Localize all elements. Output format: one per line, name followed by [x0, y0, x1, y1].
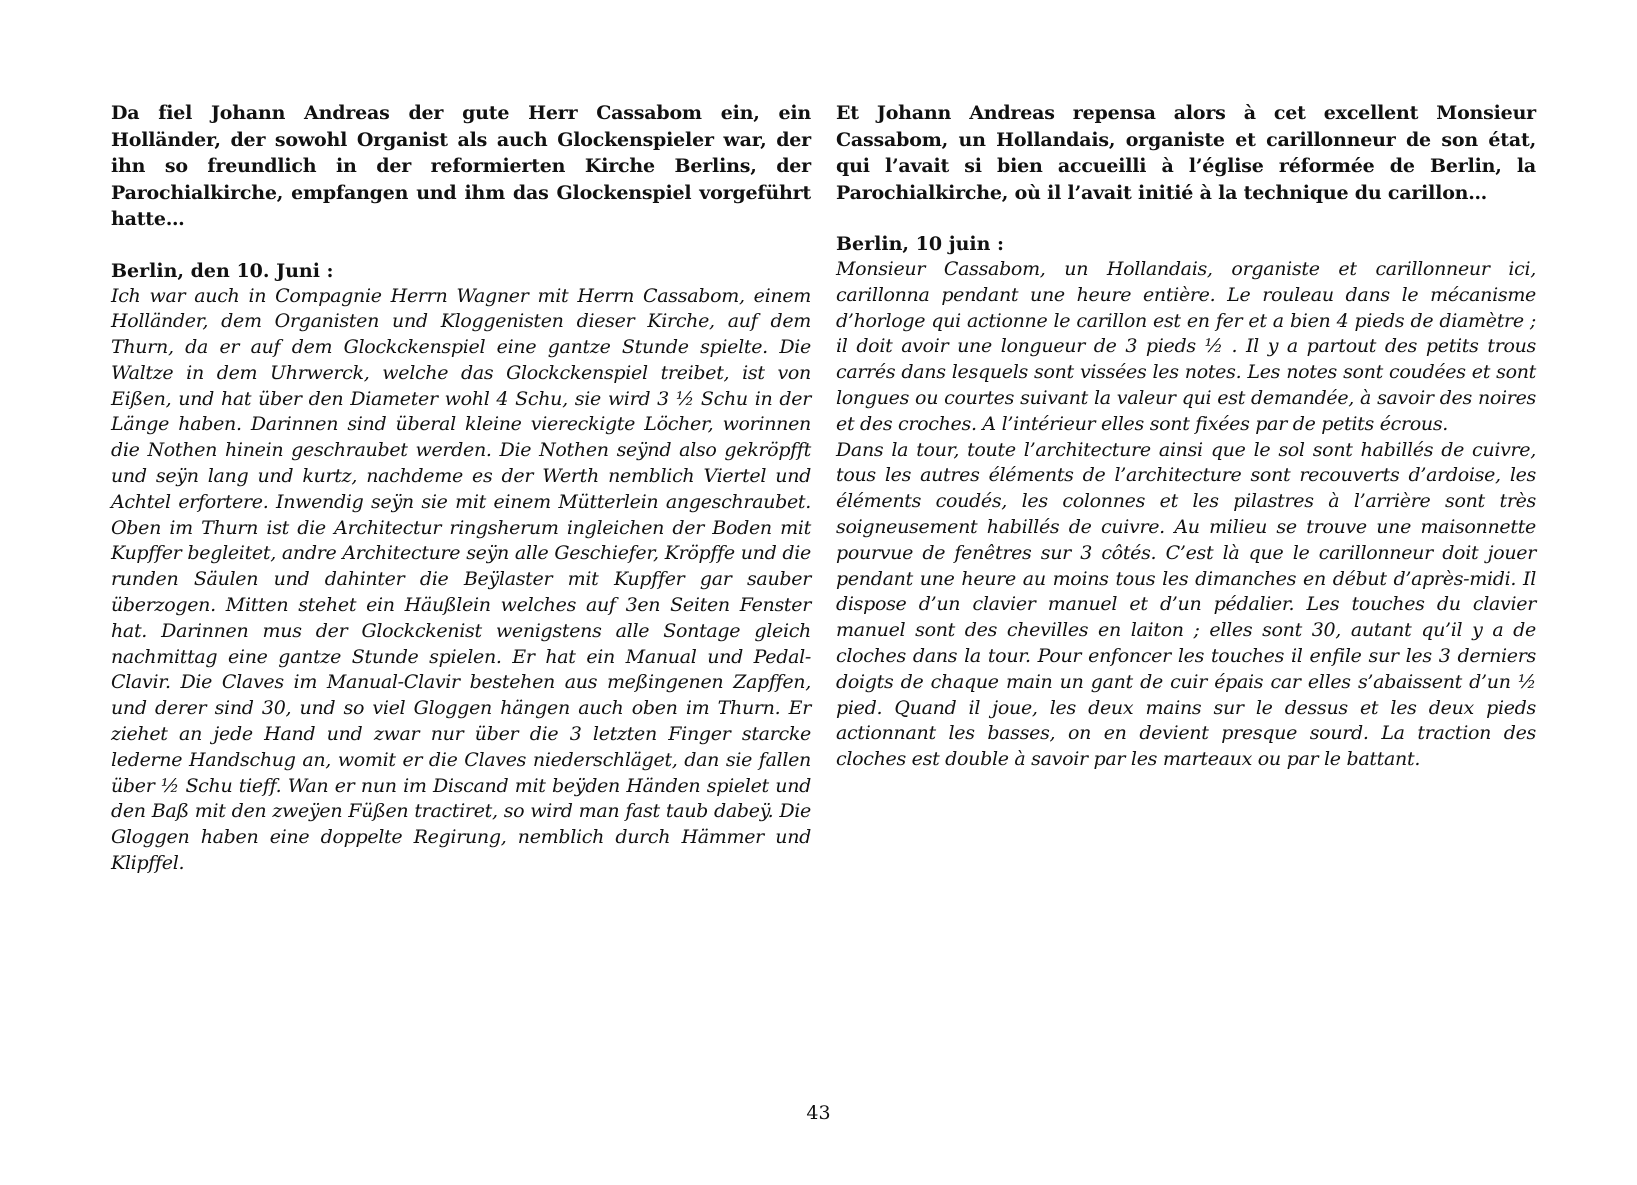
german-column [111, 100, 811, 877]
page-number: 43 [806, 1102, 831, 1124]
french-quote: Monsieur Cassabom, un Hollandais, organiste et carillonneur ici, carillonna pendant une heure entière. Le rouleau dans le mécanisme d’horloge qui actionne le carillon est en fer et a bien 4 pieds de diamètre ; il doit avoir une longueur de 3 pieds ½ . Il y a partout des petits trous carrés dans lesquels sont vissées les notes. Les notes sont coudées et sont longues ou courtes suivant la valeur qui est demandée, à savoir des noires et des croches. A l’intérieur elles sont fixées par de petits écrous. Dans la tour, toute l’architecture ainsi que le sol sont habillés de cuivre, tous les autres éléments de l’architecture sont recouverts d’ardoise, les éléments coudés, les colonnes et les pilastres à l’arrière sont très soigneusement habillés de cuivre. Au milieu se trouve une maisonnette pourvue de fenêtres sur 3 côtés. C’est là que le carillonneur doit jouer pendant une heure au moins tous les dimanches en début d’après-midi. Il dispose d’un clavier manuel et d’un pédalier. Les touches du clavier manuel sont des chevilles en laiton ; elles sont 30, autant qu’il y a de cloches dans la tour. Pour enfoncer les touches il enfile sur les 3 derniers doigts de chaque main un gant de cuir épais car elles s’abaissent d’un ½ pied. Quand il joue, les deux mains sur le dessus et les deux pieds actionnant les basses, on en devient presque sourd. La traction des cloches est double à savoir par les marteaux ou par le battant. [836, 258, 1536, 771]
german-intro: Da fiel Johann Andreas der gute Herr Cassabom ein, ein Holländer, der sowohl Organist als auch Glockenspieler war, der ihn so freundlich in der reformierten Kirche Berlins, der Parochialkirche, empfangen und ihm das Glockenspiel vorgeführt hatte… [111, 102, 811, 230]
french-column [836, 100, 1536, 773]
german-quote: Ich war auch in Compagnie Herrn Wagner mit Herrn Cassabom, einem Holländer, dem Organisten und Kloggenisten dieser Kirche, auf dem Thurn, da er auf dem Glockckenspiel eine gantze Stunde spielte. Die Waltze in dem Uhrwerck, welche das Glockckenspiel treibet, ist von Eißen, und hat über den Diameter wohl 4 Schu, sie wird 3 ½ Schu in der Länge haben. Darinnen sind überal kleine viereckigte Löcher, worinnen die Nothen hinein geschraubet werden. Die Nothen seÿnd also gekröpfft und seÿn lang und kurtz, nachdeme es der Werth nemblich Viertel und Achtel erfortere. Inwendig seÿn sie mit einem Mütterlein angeschraubet. Oben im Thurn ist die Architectur ringsherum ingleichen der Boden mit Kupffer begleitet, andre Architecture seÿn alle Geschiefer, Kröpffe und die runden Säulen und dahinter die Beÿlaster mit Kupffer gar sauber überzogen. Mitten stehet ein Häußlein welches auf 3en Seiten Fenster hat. Darinnen mus der Glockckenist wenigstens alle Sontage gleich nachmittag eine gantze Stunde spielen. Er hat ein Manual und Pedal-Clavir. Die Claves im Manual-Clavir bestehen aus meßingenen Zapffen, und derer sind 30, und so viel Gloggen hängen auch oben im Thurn. Er ziehet an jede Hand und zwar nur über die 3 letzten Finger starcke lederne Handschug an, womit er die Claves niederschläget, dan sie fallen über ½ Schu tieff. Wan er nun im Discand mit beÿden Händen spielet und den Baß mit den zweÿen Füßen tractiret, so wird man fast taub dabeÿ. Die Gloggen haben eine doppelte Regirung, nemblich durch Hämmer und Klipffel. [111, 284, 811, 875]
french-intro: Et Johann Andreas repensa alors à cet excellent Monsieur Cassabom, un Hollandais, organiste et carillonneur de son état, qui l’avait si bien accueilli à l’église réformée de Berlin, la Parochialkirche, où il l’avait initié à la technique du carillon… [836, 102, 1536, 204]
german-dateline: Berlin, den 10. Juni : [111, 259, 334, 282]
french-dateline: Berlin, 10 juin : [836, 233, 1005, 255]
